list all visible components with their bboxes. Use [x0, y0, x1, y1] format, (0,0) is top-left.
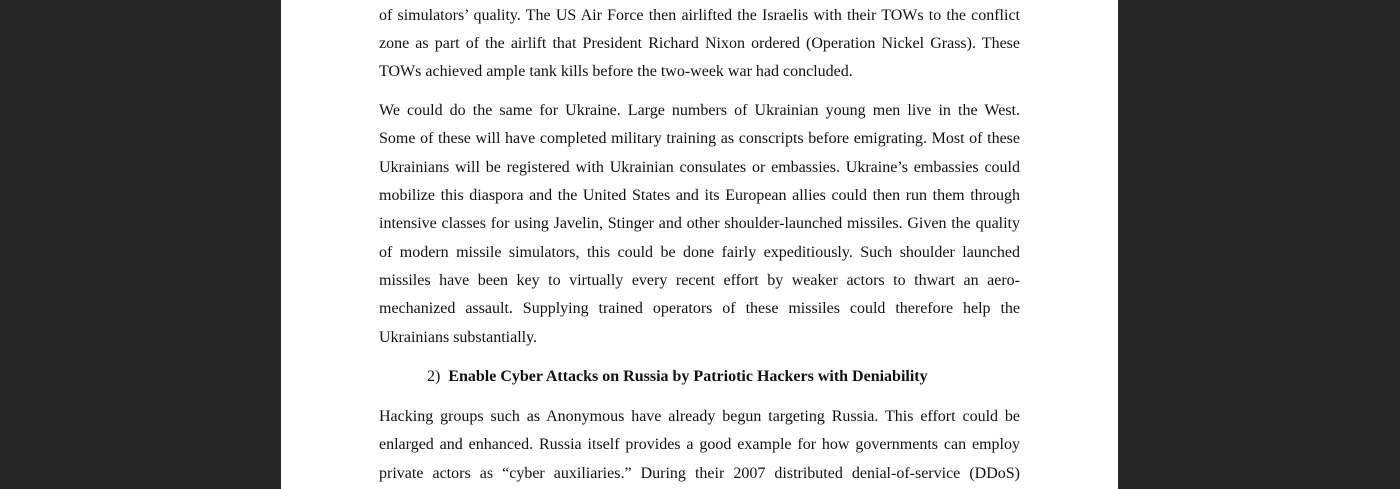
document-page	[281, 0, 1118, 489]
paragraph-line: private actors as “cyber auxiliaries.” During their 2007 distributed denial-of-service (DDoS)	[379, 465, 1020, 482]
paragraph-line: We could do the same for Ukraine. Large numbers of Ukrainian young men live in the West.	[379, 102, 1020, 119]
paragraph-line: mobilize this diaspora and the United States and its European allies could then run them through	[379, 187, 1020, 204]
paragraph-line: zone as part of the airlift that President Richard Nixon ordered (Operation Nickel Grass). These	[379, 35, 1020, 52]
section-number: 2)	[427, 368, 441, 385]
paragraph-line: of modern missile simulators, this could be done fairly expeditiously. Such shoulder launched	[379, 244, 1020, 261]
section-title: Enable Cyber Attacks on Russia by Patriotic Hackers with Deniability	[448, 368, 928, 385]
paragraph-line: TOWs achieved ample tank kills before the two-week war had concluded.	[379, 63, 853, 80]
paragraph-line: enlarged and enhanced. Russia itself provides a good example for how governments can employ	[379, 436, 1020, 453]
paragraph-line: of simulators’ quality. The US Air Force then airlifted the Israelis with their TOWs to the conflict	[379, 7, 1020, 24]
section-heading	[427, 367, 928, 387]
paragraph-line: missiles have been key to virtually every recent effort by weaker actors to thwart an aero-	[379, 272, 1020, 289]
paragraph-line: Some of these will have completed military training as conscripts before emigrating. Most of these	[379, 130, 1020, 147]
paragraph-line: mechanized assault. Supplying trained operators of these missiles could therefore help the	[379, 300, 1020, 317]
paragraph-line: intensive classes for using Javelin, Stinger and other shoulder-launched missiles. Given the quality	[379, 215, 1020, 232]
paragraph-line: Ukrainians substantially.	[379, 329, 538, 346]
paragraph-line: Hacking groups such as Anonymous have already begun targeting Russia. This effort could be	[379, 408, 1020, 425]
paragraph-line: Ukrainians will be registered with Ukrainian consulates or embassies. Ukraine’s embassies could	[379, 159, 1020, 176]
